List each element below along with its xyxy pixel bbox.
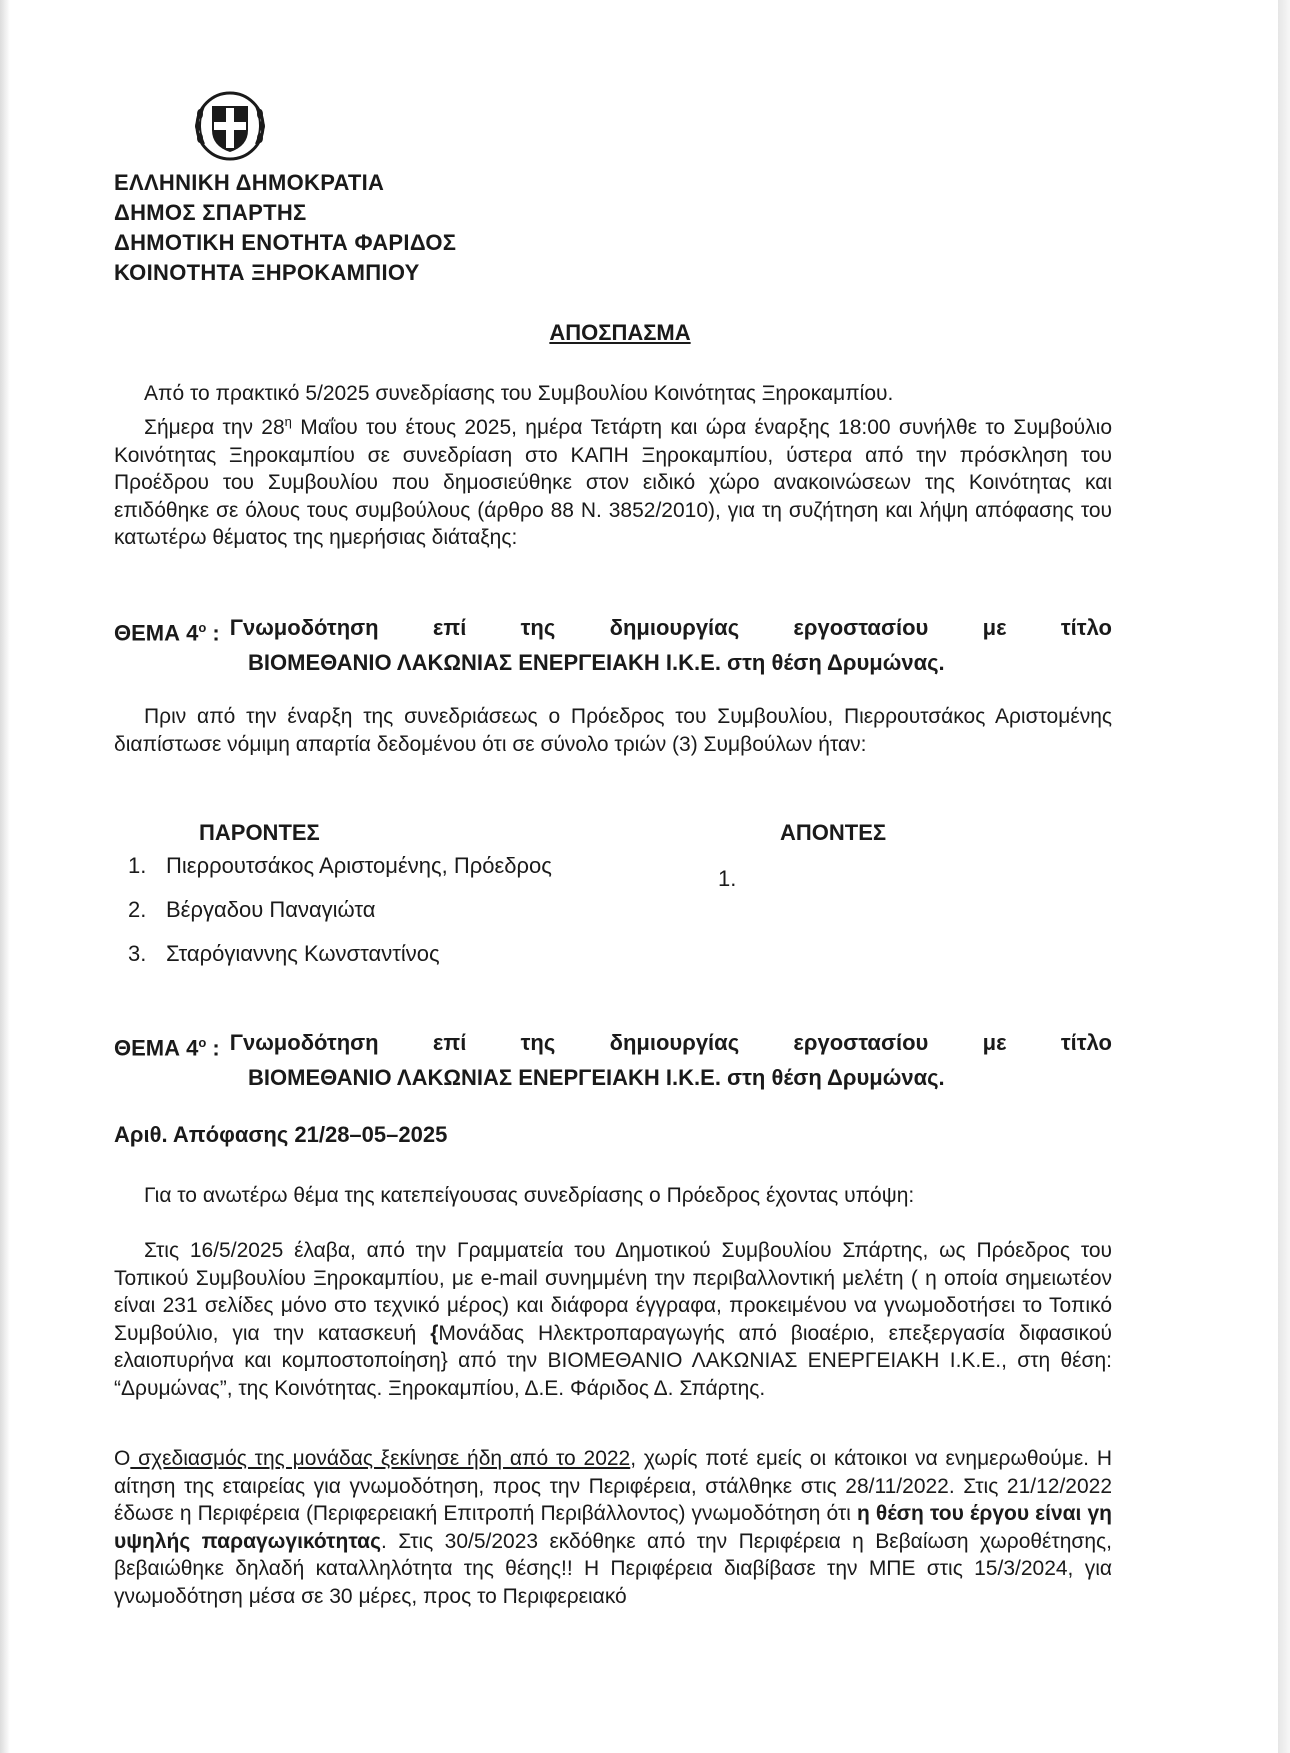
member-name: Σταρόγιαννης Κωνσταντίνος	[166, 941, 440, 966]
document-title: ΑΠΟΣΠΑΣΜΑ	[549, 320, 691, 345]
subject-label-text: ΘΕΜΑ 4	[114, 620, 199, 646]
issuer-line-community: ΚΟΙΝΟΤΗΤΑ ΞΗΡΟΚΑΜΠΙΟΥ	[114, 260, 420, 285]
body-p3-text-c: . Στις 30/5/2023 εκδόθηκε από την Περιφέρεια η Βεβαίωση χωροθέτησης, βεβαιώθηκε δηλαδή καταλληλότητα της θέσης!! Η Περιφέρεια διαβίβασε την ΜΠΕ στις 15/3/2024, για γνωμοδότηση μέσα σε 30 μέρες, προς το Περιφερειακό	[114, 1529, 1112, 1608]
present-heading: ΠΑΡΟΝΤΕΣ	[199, 820, 320, 845]
absent-heading: ΑΠΟΝΤΕΣ	[780, 820, 887, 845]
intro-paragraph	[114, 408, 1112, 552]
list-item	[128, 932, 552, 976]
absent-list-number: 1.	[718, 866, 737, 891]
quorum-paragraph: Πριν από την έναρξη της συνεδριάσεως ο Πρόεδρος του Συμβουλίου, Πιερρουτσάκος Αριστομένης διαπίστωσε νόμιμη απαρτία δεδομένου ότι σε σύνολο τριών (3) Συμβούλων ήταν:	[114, 705, 1112, 756]
body-paragraph-2	[114, 1237, 1112, 1402]
list-number: 1.	[128, 853, 147, 878]
body-paragraph-1: Για το ανωτέρω θέμα της κατεπείγουσας συνεδρίασης ο Πρόεδρος έχοντας υπόψη:	[144, 1184, 915, 1207]
intro-line	[114, 380, 1112, 408]
subject-line-1: Γνωμοδότηση επί της δημιουργίας εργοστασίου με τίτλο	[229, 615, 1112, 640]
body-p3-text-b: , χωρίς ποτέ εμείς οι κάτοικοι να ενημερωθούμε. Η αίτηση της εταιρείας για γνωμοδότηση, προς την Περιφέρεια, στάλθηκε στις 28/11/2022. Στις 21/12/2022 έδωσε η Περιφέρεια (Περιφερειακή Επιτροπή Περιβάλλοντος) γνωμοδότηση ότι	[114, 1447, 1113, 1525]
list-item	[128, 844, 552, 888]
issuer-line-municipality: ΔΗΜΟΣ ΣΠΑΡΤΗΣ	[114, 200, 307, 225]
issuer-line-country: ΕΛΛΗΝΙΚΗ ΔΗΜΟΚΡΑΤΙΑ	[114, 170, 385, 195]
subject-line-1: Γνωμοδότηση επί της δημιουργίας εργοστασίου με τίτλο	[229, 1030, 1112, 1055]
decision-number: Αριθ. Απόφασης 21/28–05–2025	[114, 1122, 448, 1147]
greek-emblem-icon	[190, 86, 270, 166]
intro-body-text: Μαΐου του έτους 2025, ημέρα Τετάρτη και ώρα έναρξης 18:00 συνήλθε το Συμβούλιο Κοινότητας Ξηροκαμπίου σε συνεδρίαση στο ΚΑΠΗ Ξηροκαμπίου, ύστερα από την πρόσκληση του Προέδρου του Συμβουλίου που δημοσιεύθηκε στον ειδικό χώρο ανακοινώσεων της Κοινότητας και επιδόθηκε σε όλους τους συμβούλους (άρθρο 88 Ν. 3852/2010), για τη συζήτηση και λήψη απόφασης του κατωτέρω θέματος της ημερήσιας διάταξης:	[114, 416, 1112, 549]
subject-line-2: ΒΙΟΜΕΘΑΝΙΟ ΛΑΚΩΝΙΑΣ ΕΝΕΡΓΕΙΑΚΗ Ι.Κ.Ε. στη θέση Δρυμώνας.	[248, 650, 945, 676]
scan-right-edge	[1278, 0, 1290, 1753]
list-number: 3.	[128, 941, 147, 966]
subject-label	[114, 1028, 220, 1063]
body-p2-text-a: Στις 16/5/2025 έλαβα, από την Γραμματεία του Δημοτικού Συμβουλίου Σπάρτης, ως Πρόεδρος του Τοπικού Συμβουλίου Ξηροκαμπίου, με e-mail συνημμένη την περιβαλλοντική μελέτη ( η οποία σημειωτέον είναι 231 σελίδες μόνο στο τεχνικό μέρος) και διάφορα έγγραφα, προκειμένου να γνωμοδοτήσει το Τοπικό Συμβούλιο, για την κατασκευή	[114, 1239, 1112, 1345]
scan-left-edge	[0, 0, 10, 1753]
present-list	[128, 844, 552, 976]
subject-label-sup: ο	[198, 1035, 207, 1050]
body-p3-text-a: Ο	[114, 1447, 131, 1470]
body-p2-brace: {	[430, 1321, 439, 1345]
intro-date-sup: η	[284, 414, 292, 429]
subject-label-text: ΘΕΜΑ 4	[114, 1035, 199, 1061]
body-p2-text-b: Μονάδας Ηλεκτροπαραγωγής από βιοαέριο, επεξεργασία διφασικού ελαιοπυρήνα και κομποστοποίηση} από την ΒΙΟΜΕΘΑΝΙΟ ΛΑΚΩΝΙΑΣ ΕΝΕΡΓΕΙΑΚΗ Ι.Κ.Ε., στη θέση: “Δρυμώνας”, της Κοινότητας. Ξηροκαμπίου, Δ.Ε. Φάριδος Δ. Σπάρτης.	[114, 1321, 1112, 1400]
member-name: Βέργαδου Παναγιώτα	[166, 897, 376, 922]
subject-line-2: ΒΙΟΜΕΘΑΝΙΟ ΛΑΚΩΝΙΑΣ ΕΝΕΡΓΕΙΑΚΗ Ι.Κ.Ε. στη θέση Δρυμώνας.	[248, 1065, 945, 1091]
list-number: 2.	[128, 897, 147, 922]
issuer-header	[114, 168, 456, 288]
member-name: Πιερρουτσάκος Αριστομένης, Πρόεδρος	[166, 853, 552, 878]
body-p3-bold: η θέση του έργου είναι γη υψηλής παραγωγικότητας	[114, 1502, 1112, 1553]
body-paragraph-3	[114, 1445, 1112, 1610]
subject-block-2	[114, 1028, 1112, 1093]
issuer-line-unit: ΔΗΜΟΤΙΚΗ ΕΝΟΤΗΤΑ ΦΑΡΙΔΟΣ	[114, 230, 457, 255]
subject-label-colon: :	[206, 620, 220, 646]
list-item	[128, 888, 552, 932]
subject-label	[114, 613, 220, 648]
body-p3-underlined: σχεδιασμός της μονάδας ξεκίνησε ήδη από το 2022	[130, 1447, 631, 1470]
subject-block-1	[114, 613, 1112, 678]
subject-label-colon: :	[206, 1035, 220, 1061]
intro-line-text: Από το πρακτικό 5/2025 συνεδρίασης του Συμβουλίου Κοινότητας Ξηροκαμπίου.	[144, 382, 894, 405]
subject-label-sup: ο	[198, 620, 207, 635]
intro-date-text: Σήμερα την 28	[144, 416, 285, 439]
